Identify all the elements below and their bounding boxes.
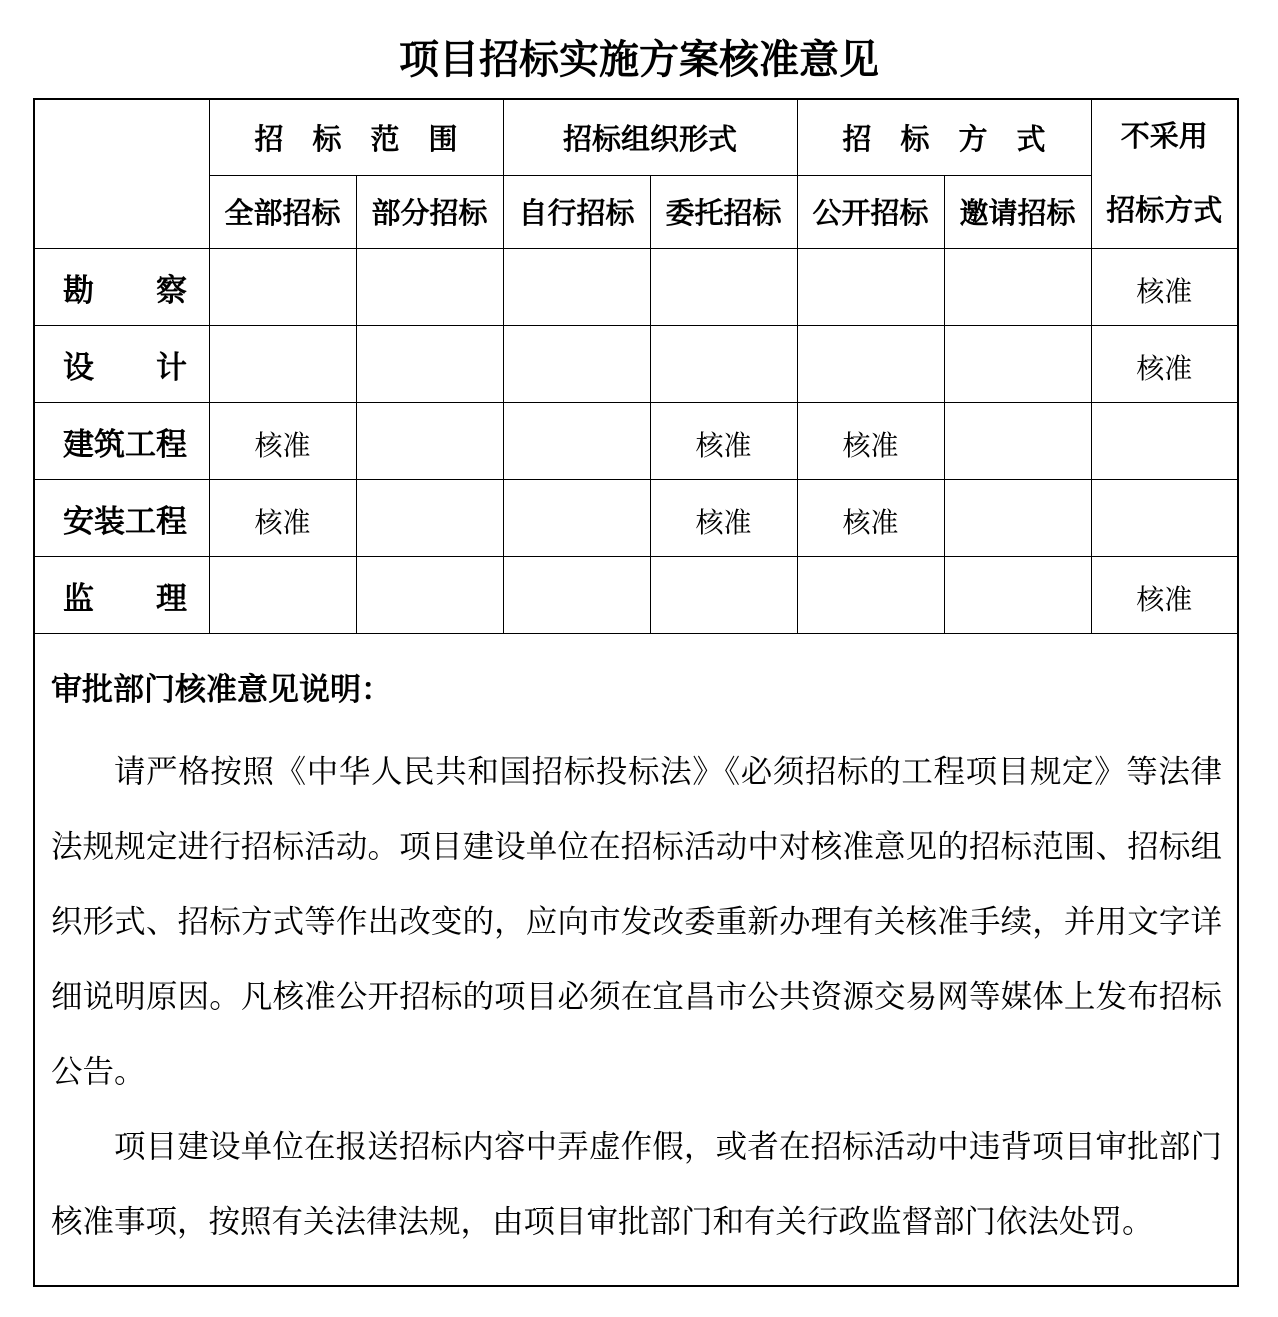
sub-header-partial-bidding: 部分招标 [356,175,503,248]
group-header-bid-method: 招 标 方 式 [797,99,1091,175]
approval-cell: 核准 [1091,557,1238,634]
approval-cell [650,249,797,326]
approval-cell: 核准 [650,480,797,557]
approval-cell [944,249,1091,326]
approval-cell [1091,403,1238,480]
approval-cell [503,249,650,326]
approval-cell [650,557,797,634]
approval-cell [356,326,503,403]
approval-cell: 核准 [797,403,944,480]
approval-cell [944,480,1091,557]
approval-cell [356,249,503,326]
row-label-survey: 勘 察 [34,249,209,326]
group-header-row [34,99,1238,175]
approval-cell [503,326,650,403]
notes-paragraph-2: 项目建设单位在报送招标内容中弄虚作假，或者在招标活动中违背项目审批部门核准事项，按照有关法律法规，由项目审批部门和有关行政监督部门依法处罚。 [51,1129,1223,1239]
approval-cell [650,326,797,403]
approval-cell: 核准 [797,480,944,557]
approval-cell [944,326,1091,403]
notes-paragraph-1: 请严格按照《中华人民共和国招标投标法》《必须招标的工程项目规定》等法律法规规定进行招标活动。项目建设单位在招标活动中对核准意见的招标范围、招标组织形式、招标方式等作出改变的，应向市发改委重新办理有关核准手续，并用文字详细说明原因。凡核准公开招标的项目必须在宜昌市公共资源交易网等媒体上发布招标公告。 [51,754,1223,1089]
approval-cell [356,480,503,557]
approval-cell [797,249,944,326]
no-bidding-line2: 招标方式 [1106,195,1223,227]
approval-cell [209,326,356,403]
sub-header-entrusted-bidding: 委托招标 [650,175,797,248]
table-header [34,99,1238,249]
row-construction [34,403,1238,480]
approval-cell [944,557,1091,634]
row-label-design: 设 计 [34,326,209,403]
notes-row [34,634,1238,1287]
notes-heading: 审批部门核准意见说明： [51,672,392,707]
row-label-installation: 安装工程 [34,480,209,557]
table-body [34,249,1238,1287]
approval-cell [503,403,650,480]
approval-cell [503,480,650,557]
no-bidding-line1: 不采用 [1120,121,1208,153]
approval-cell [797,557,944,634]
sub-header-open-bidding: 公开招标 [797,175,944,248]
approval-cell [356,557,503,634]
approval-cell: 核准 [1091,326,1238,403]
approval-cell [209,249,356,326]
sub-header-invited-bidding: 邀请招标 [944,175,1091,248]
sub-header-full-bidding: 全部招标 [209,175,356,248]
notes-section [34,634,1238,1287]
approval-cell: 核准 [650,403,797,480]
approval-cell: 核准 [209,480,356,557]
page-title: 项目招标实施方案核准意见 [399,37,879,82]
row-supervision [34,557,1238,634]
sub-header-self-bidding: 自行招标 [503,175,650,248]
approval-cell: 核准 [209,403,356,480]
sub-header-row [34,175,1238,248]
approval-cell [944,403,1091,480]
row-installation [34,480,1238,557]
group-header-org-form: 招标组织形式 [503,99,797,175]
approval-table [33,98,1239,1287]
row-survey [34,249,1238,326]
approval-cell [209,557,356,634]
approval-cell [797,326,944,403]
group-header-bid-scope: 招 标 范 围 [209,99,503,175]
approval-cell: 核准 [1091,249,1238,326]
approval-cell [1091,480,1238,557]
row-label-supervision: 监 理 [34,557,209,634]
group-header-no-bidding [1091,99,1238,249]
row-label-construction: 建筑工程 [34,403,209,480]
approval-cell [356,403,503,480]
row-design [34,326,1238,403]
corner-cell [34,99,209,249]
approval-cell [503,557,650,634]
